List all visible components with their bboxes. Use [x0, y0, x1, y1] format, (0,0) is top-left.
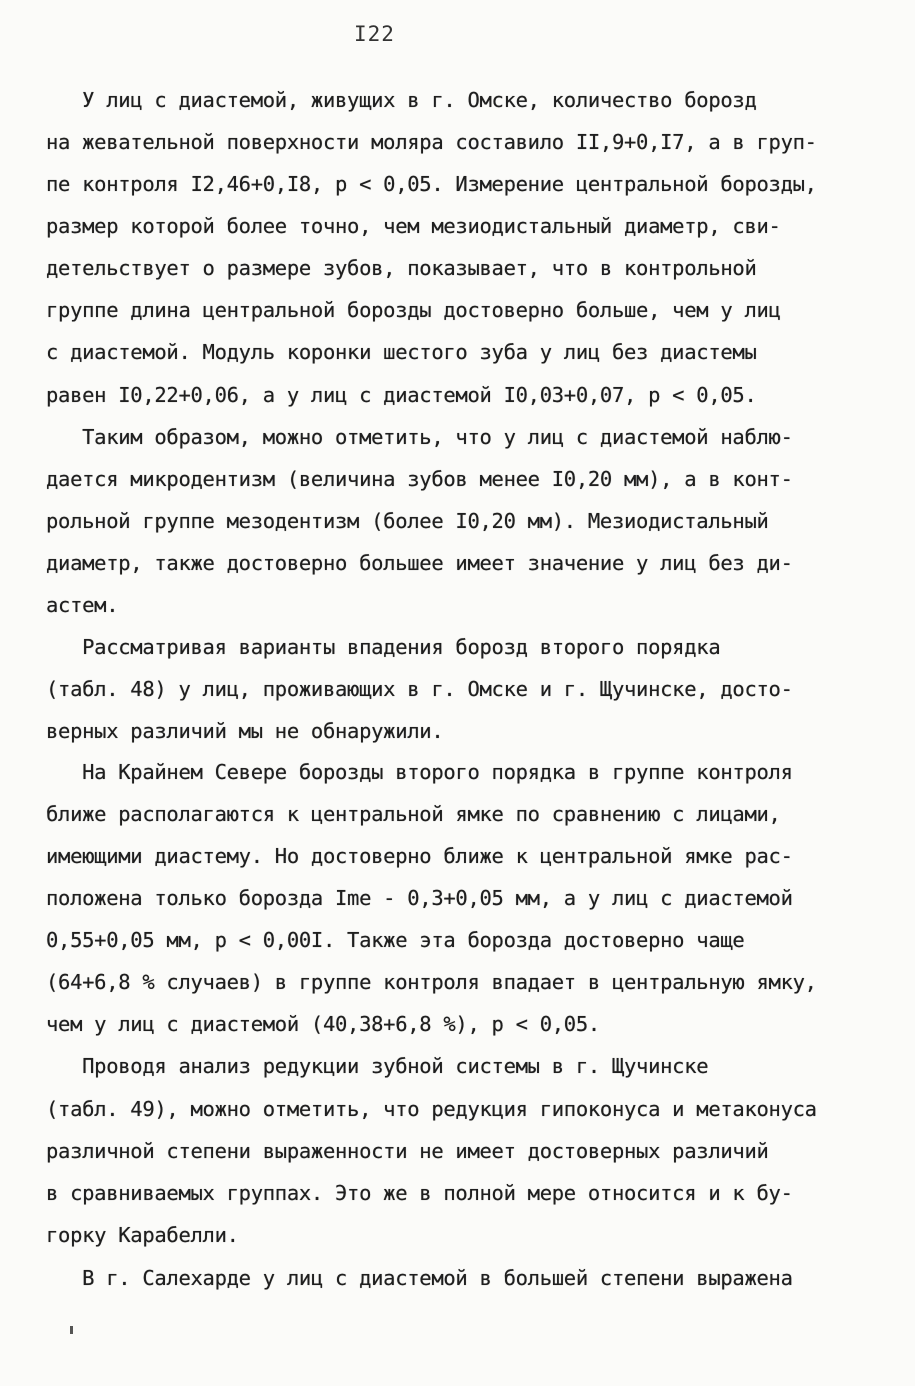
- text-line: различной степени выраженности не имеет достоверных различий: [46, 1139, 769, 1163]
- text-line: (табл. 49), можно отметить, что редукция гипоконуса и метаконуса: [46, 1097, 817, 1121]
- text-line: детельствует о размере зубов, показывает, что в контрольной: [46, 256, 757, 280]
- text-line: верных различий мы не обнаружили.: [46, 719, 444, 743]
- text-line: Рассматривая варианты впадения борозд второго порядка: [46, 635, 721, 659]
- text-line: ближе располагаются к центральной ямке по сравнению с лицами,: [46, 802, 781, 826]
- scan-mark: [70, 1326, 73, 1334]
- text-line: Проводя анализ редукции зубной системы в г. Щучинске: [46, 1054, 709, 1078]
- text-line: чем у лиц с диастемой (40,38+6,8 %), р < 0,05.: [46, 1012, 600, 1036]
- text-line: равен I0,22+0,06, а у лиц с диастемой I0,03+0,07, р < 0,05.: [46, 383, 757, 407]
- text-line: Таким образом, можно отметить, что у лиц с диастемой наблю-: [46, 425, 793, 449]
- text-line: 0,55+0,05 мм, р < 0,00I. Также эта борозда достоверно чаще: [46, 928, 745, 952]
- text-line: на жевательной поверхности моляра составило II,9+0,I7, а в груп-: [46, 130, 817, 154]
- text-line: с диастемой. Модуль коронки шестого зуба у лиц без диастемы: [46, 340, 757, 364]
- text-line: имеющими диастему. Но достоверно ближе к центральной ямке рас-: [46, 844, 793, 868]
- text-line: (64+6,8 % случаев) в группе контроля впадает в центральную ямку,: [46, 970, 817, 994]
- page-number: I22: [354, 22, 395, 46]
- text-line: положена только борозда Ime - 0,3+0,05 мм, а у лиц с диастемой: [46, 886, 793, 910]
- text-line: диаметр, также достоверно большее имеет значение у лиц без ди-: [46, 551, 793, 575]
- text-line: астем.: [46, 593, 119, 617]
- text-line: У лиц с диастемой, живущих в г. Омске, количество борозд: [46, 88, 757, 112]
- text-line: в сравниваемых группах. Это же в полной мере относится и к бу-: [46, 1181, 793, 1205]
- text-line: пе контроля I2,46+0,I8, р < 0,05. Измерение центральной борозды,: [46, 172, 817, 196]
- text-line: дается микродентизм (величина зубов менее I0,20 мм), а в конт-: [46, 467, 793, 491]
- text-line: (табл. 48) у лиц, проживающих в г. Омске и г. Щучинске, досто-: [46, 677, 793, 701]
- text-line: размер которой более точно, чем мезиодистальный диаметр, сви-: [46, 214, 781, 238]
- text-line: На Крайнем Севере борозды второго порядка в группе контроля: [46, 760, 793, 784]
- text-line: горку Карабелли.: [46, 1223, 239, 1247]
- text-line: группе длина центральной борозды достоверно больше, чем у лиц: [46, 298, 781, 322]
- text-line: рольной группе мезодентизм (более I0,20 мм). Мезиодистальный: [46, 509, 769, 533]
- text-line: В г. Салехарде у лиц с диастемой в большей степени выражена: [46, 1266, 793, 1290]
